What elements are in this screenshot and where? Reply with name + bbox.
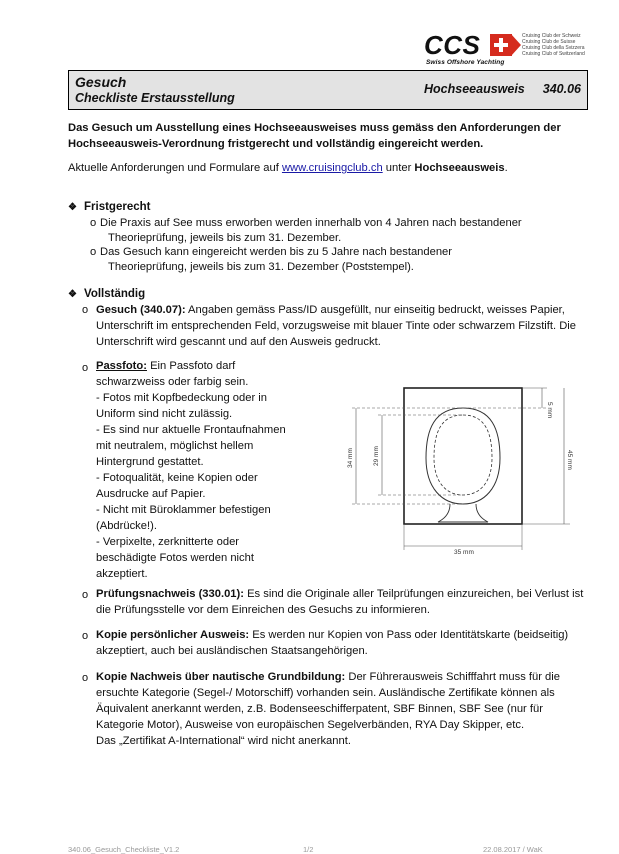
requirements-line: Aktuelle Anforderungen und Formulare auf www.cruisingclub.ch unter Hochseeausweis. <box>68 162 508 174</box>
item-kopie-ausweis: Kopie persönlicher Ausweis: Es werden nur Kopien von Pass oder Identitätskarte (beidseitig) akzeptiert, auch bei ausländischen Staatsangehörigen. <box>96 629 569 657</box>
item-pruefungsnachweis: Prüfungsnachweis (330.01): Es sind die Originale aller Teilprüfungen einzureichen, bei Verlust ist die Prüfungsstelle vor dem Einreichen des Gesuchs zu informieren. <box>96 588 584 616</box>
section-vollstaendig <box>68 288 145 300</box>
cruisingclub-link[interactable]: www.cruisingclub.ch <box>281 162 383 174</box>
circle-bullet-icon: o <box>82 589 89 601</box>
header-document-id <box>424 82 581 96</box>
face-outline <box>434 415 492 495</box>
dim-outer-left-label: 34 mm <box>347 448 354 468</box>
note-zertifikat: Das „Zertifikat A-International“ wird nicht anerkannt. <box>96 735 351 747</box>
circle-bullet-icon: o <box>90 217 97 229</box>
footer-filename: 340.06_Gesuch_Checkliste_V1.2 <box>68 845 180 854</box>
section-heading: Vollständig <box>84 288 146 300</box>
swiss-flag-icon <box>490 34 512 56</box>
logo-brand: CCS <box>424 30 481 60</box>
footer-date-author: 22.08.2017 / WaK <box>483 845 543 854</box>
neck-outline <box>438 504 488 522</box>
list-item: o Die Praxis auf See muss erworben werden innerhalb von 4 Jahren nach bestandener Theorieprüfung, jeweils bis zum 31. Dezember. <box>90 217 522 244</box>
item-nautische-grundbildung: Kopie Nachweis über nautische Grundbildung: Der Führerausweis Schifffahrt muss für die ersuchte Kategorie (Segel-/ Motorschiff) vorhanden sein. Ausländische Zertifikate können als Äquivalent anerkannt werden, z.B. Bodenseeschifferpatent, SBF Binnen, SBF See (nur für Kategorie Motor), Ausweise von europäischen Segelverbänden, RYA Day Skipper, etc. Das „Zertifikat A-International“ wird nicht anerkannt. <box>96 669 590 749</box>
logo-tagline: Swiss Offshore Yachting <box>426 59 505 66</box>
logo-club-names: Cruising Club der Schweiz Cruising Club de Suisse Cruising Club della Svizzera Cruising Club of Switzerland <box>522 33 585 57</box>
ccs-logo <box>424 30 594 72</box>
diamond-bullet-icon: ❖ <box>68 289 77 300</box>
circle-bullet-icon: o <box>82 630 89 642</box>
document-header <box>68 70 588 110</box>
list-item: o Das Gesuch kann eingereicht werden bis zu 5 Jahre nach bestandener Theorieprüfung, jeweils bis zum 31. Dezember (Poststempel). <box>90 246 453 273</box>
circle-bullet-icon: o <box>82 672 89 684</box>
dim-top-label: 5 mm <box>546 402 553 419</box>
circle-bullet-icon: o <box>82 304 89 316</box>
dim-right-label: 45 mm <box>566 450 573 470</box>
passport-photo-dimension-diagram <box>342 380 582 560</box>
header-subtitle: Checkliste Erstausstellung <box>75 91 235 105</box>
section-fristgerecht <box>68 201 150 213</box>
circle-bullet-icon: o <box>90 246 97 258</box>
intro-statement: Das Gesuch um Ausstellung eines Hochseeausweises muss gemäss den Anforderungen der Hochseeausweis-Verordnung fristgerecht und vollständig eingereicht werden. <box>68 122 561 150</box>
dim-inner-left-label: 29 mm <box>373 446 380 466</box>
pennant-icon <box>511 34 521 56</box>
item-passfoto: Passfoto: Ein Passfoto darf schwarzweiss oder farbig sein. - Fotos mit Kopfbedeckung oder in Uniform sind nicht zulässig. - Es sind nur aktuelle Frontaufnahmen mit neutralem, möglichst hellem Hintergrund gestattet. - Fotoqualität, keine Kopien oder Ausdrucke auf Papier. - Nicht mit Büroklammer befestigen (Abdrücke!). - Verpixelte, zerknitterte oder beschädigte Fotos werden nicht akzeptiert. <box>96 360 286 580</box>
dim-bottom-label: 35 mm <box>454 549 474 556</box>
header-doc-number: 340.06 <box>542 82 581 96</box>
header-title: Gesuch <box>75 74 127 90</box>
section-heading: Fristgerecht <box>84 201 151 213</box>
header-doc-name: Hochseeausweis <box>424 82 525 96</box>
item-gesuch: Gesuch (340.07): Angaben gemäss Pass/ID ausgefüllt, nur einseitig bedruckt, weisses Papier, Unterschrift im entsprechenden Feld, vorzugsweise mit blauer Tinte oder schwarzem Filzstift. Die Unterschrift wird gescannt und auf den Ausweis gedruckt. <box>96 304 577 348</box>
diamond-bullet-icon: ❖ <box>68 202 77 213</box>
head-outline <box>426 408 500 504</box>
footer-page-number: 1/2 <box>303 845 314 854</box>
circle-bullet-icon: o <box>82 362 89 374</box>
